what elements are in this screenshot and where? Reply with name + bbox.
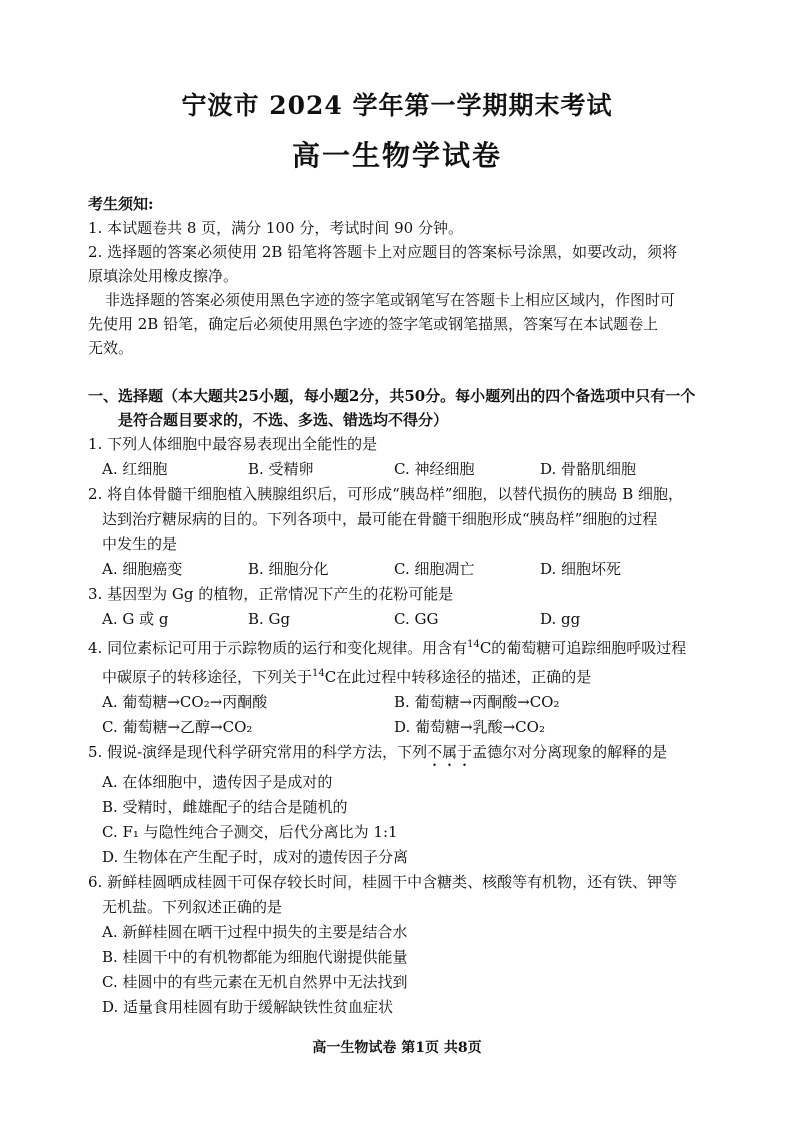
page-footer: 高一生物试卷 第1页 共8页 bbox=[312, 1040, 482, 1056]
question-list bbox=[88, 432, 718, 1020]
notice-item-1: 1. 本试题卷共 8 页，满分 100 分，考试时间 90 分钟。 bbox=[88, 219, 463, 237]
question-2-stem-3: 中发生的是 bbox=[102, 535, 178, 553]
question-3-stem: 3. 基因型为 Gg 的植物，正常情况下产生的花粉可能是 bbox=[88, 585, 454, 603]
notice-heading: 考生须知: bbox=[88, 195, 154, 213]
option-b: B. 桂圆干中的有机物都能为细胞代谢提供能量 bbox=[102, 948, 408, 966]
option-d: D. 细胞坏死 bbox=[540, 560, 622, 578]
option-c: C. 细胞凋亡 bbox=[394, 560, 475, 578]
candidate-notice bbox=[88, 192, 718, 360]
section-heading bbox=[88, 384, 718, 432]
question-2-stem-1: 2. 将自体骨髓干细胞植入胰腺组织后，可形成“胰岛样”细胞，以替代损伤的胰岛 B 细胞， bbox=[88, 485, 683, 503]
question-6-stem-1: 6. 新鲜桂圆晒成桂圆干可保存较长时间，桂圆干中含糖类、核酸等有机物，还有铁、钾等 bbox=[88, 873, 678, 891]
question-5-stem bbox=[88, 740, 718, 770]
section-heading-line-2: 是符合题目要求的，不选、多选、错选均不得分） bbox=[118, 411, 449, 429]
question-2-options bbox=[88, 557, 718, 582]
question-6-stem-2: 无机盐。下列叙述正确的是 bbox=[102, 898, 283, 916]
question-5-stem-text-a: 5. 假说-演绎是现代科学研究常用的科学方法，下列 bbox=[88, 743, 428, 761]
option-b: B. Gg bbox=[248, 610, 291, 628]
question-4-stem-text-c: 中碳原子的转移途径，下列关于 bbox=[102, 668, 313, 686]
question-4-options-row-1 bbox=[88, 690, 718, 715]
option-d: D. 葡萄糖→乳酸→CO₂ bbox=[394, 718, 545, 736]
question-4-stem-text-b: C的葡萄糖可追踪细胞呼吸过程 bbox=[479, 639, 687, 657]
emphasized-text: 不属于 bbox=[427, 743, 473, 761]
question-5-stem-text-b: 孟德尔对分离现象的解释的是 bbox=[472, 743, 668, 761]
question-4-stem-text-a: 4. 同位素标记可用于示踪物质的运行和变化规律。用含有 bbox=[88, 639, 468, 657]
notice-item-2: 2. 选择题的答案必须使用 2B 铅笔将答题卡上对应题目的答案标号涂黑，如要改动，须将 bbox=[88, 243, 678, 261]
notice-item-3-cont-1: 先使用 2B 铅笔，确定后必须使用黑色字迹的签字笔或钢笔描黑，答案写在本试题卷上 bbox=[88, 315, 659, 333]
exam-title: 宁波市 2024 学年第一学期期末考试 bbox=[181, 91, 613, 120]
option-a: A. 红细胞 bbox=[102, 460, 168, 478]
question-3-options bbox=[88, 607, 718, 632]
option-d: D. 适量食用桂圆有助于缓解缺铁性贫血症状 bbox=[102, 998, 394, 1016]
isotope-superscript: 14 bbox=[312, 668, 325, 679]
question-4-options-row-2 bbox=[88, 715, 718, 740]
option-c: C. 葡萄糖→乙醇→CO₂ bbox=[102, 718, 253, 736]
question-4-stem-2 bbox=[88, 661, 718, 690]
option-a: A. 细胞癌变 bbox=[102, 560, 183, 578]
option-b: B. 受精时，雌雄配子的结合是随机的 bbox=[102, 798, 348, 816]
option-b: B. 细胞分化 bbox=[248, 560, 329, 578]
question-1-stem: 1. 下列人体细胞中最容易表现出全能性的是 bbox=[88, 435, 378, 453]
isotope-superscript: 14 bbox=[467, 639, 480, 650]
notice-item-3: 非选择题的答案必须使用黑色字迹的签字笔或钢笔写在答题卡上相应区域内，作图时可 bbox=[105, 291, 676, 309]
option-c: C. GG bbox=[394, 610, 439, 628]
option-c: C. 桂圆中的有些元素在无机自然界中无法找到 bbox=[102, 973, 408, 991]
option-a: A. G 或 g bbox=[102, 610, 169, 628]
section-heading-line-1: 一、选择题（本大题共25小题，每小题2分，共50分。每小题列出的四个备选项中只有一个 bbox=[88, 387, 696, 405]
option-a: A. 新鲜桂圆在晒干过程中损失的主要是结合水 bbox=[102, 923, 408, 941]
option-a: A. 葡萄糖→CO₂→丙酮酸 bbox=[102, 693, 268, 711]
option-d: D. 骨骼肌细胞 bbox=[540, 460, 637, 478]
option-c: C. F₁ 与隐性纯合子测交，后代分离比为 1:1 bbox=[102, 823, 398, 841]
notice-item-2-cont: 原填涂处用橡皮擦净。 bbox=[88, 267, 239, 285]
option-b: B. 葡萄糖→丙酮酸→CO₂ bbox=[394, 693, 560, 711]
notice-item-3-cont-2: 无效。 bbox=[88, 339, 134, 357]
exam-subtitle: 高一生物学试卷 bbox=[291, 139, 502, 172]
option-d: D. gg bbox=[540, 610, 581, 628]
option-b: B. 受精卵 bbox=[248, 460, 314, 478]
question-4-stem-text-d: C在此过程中转移途径的描述，正确的是 bbox=[324, 668, 592, 686]
question-1-options bbox=[88, 457, 718, 482]
question-4-stem-1 bbox=[88, 632, 718, 661]
question-2-stem-2: 达到治疗糖尿病的目的。下列各项中，最可能在骨髓干细胞形成“胰岛样”细胞的过程 bbox=[102, 510, 658, 528]
option-a: A. 在体细胞中，遗传因子是成对的 bbox=[102, 773, 333, 791]
option-d: D. 生物体在产生配子时，成对的遗传因子分离 bbox=[102, 848, 409, 866]
option-c: C. 神经细胞 bbox=[394, 460, 475, 478]
